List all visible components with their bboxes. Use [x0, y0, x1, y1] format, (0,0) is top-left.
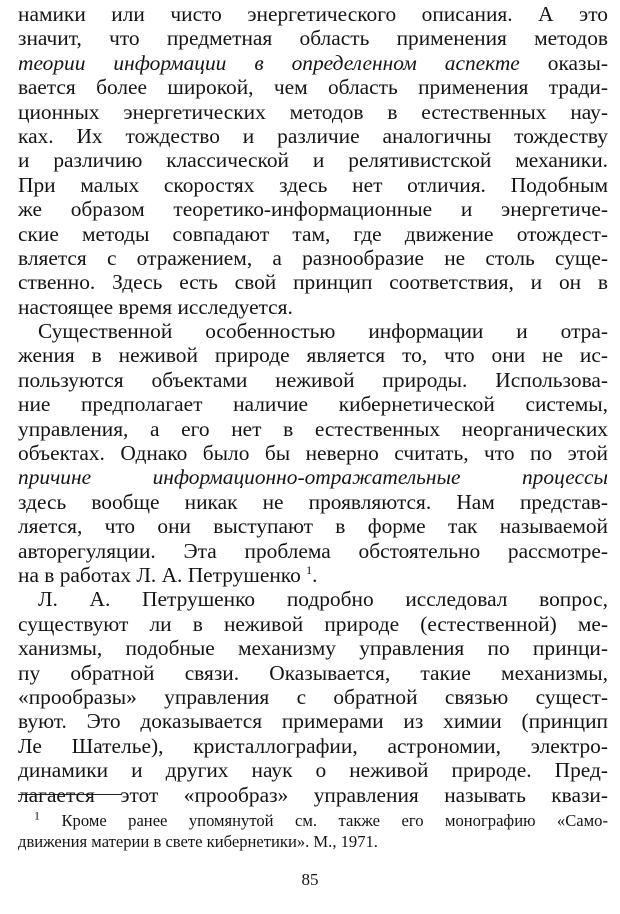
paragraph-first-line: Л. А. Петрушенко подробно исследовал вопрос,	[38, 587, 608, 612]
text-line: ские методы совпадают там, где движение отождест-	[18, 221, 608, 246]
text-line: существуют ли в неживой природе (естественной) ме-	[18, 611, 608, 636]
text-line: намики или чисто энергетического описания. А это	[18, 2, 608, 26]
text-line: здесь вообще никак не проявляются. Нам представ-	[18, 489, 608, 514]
footnote-marker: 1	[34, 808, 40, 823]
footnote-reference: 1	[306, 562, 313, 577]
text-line: динамики и других наук о неживой природе. Пред-	[18, 758, 608, 783]
italic-phrase: теории информации в определенном аспекте	[18, 50, 520, 75]
text-line: ственно. Здесь есть свой принцип соответствия, и он в	[18, 270, 608, 295]
text-line: ляется, что они выступают в форме так называемой	[18, 514, 608, 539]
text-line: жения в неживой природе является то, что они не ис-	[18, 343, 608, 368]
text-line: вуют. Это доказывается примерами из химии (принцип	[18, 709, 608, 734]
text-line: «прообразы» управления с обратной связью сущест-	[18, 684, 608, 709]
text-line: на в работах Л. А. Петрушенко $^1$.	[18, 562, 318, 587]
text-line: и различию классической и релятивистской механики.	[18, 148, 608, 173]
text-line: авторегуляции. Эта проблема обстоятельно рассмотре-	[18, 538, 608, 563]
text-line: лагается этот «прообраз» управления называть квази-	[18, 782, 608, 807]
text-line: пользуются объектами неживой природы. Использова-	[18, 367, 608, 392]
footnote-line: движения материи в свете кибернетики». М., 1971.	[18, 832, 378, 851]
text-line: настоящее время исследуется.	[18, 294, 293, 319]
text-fragment: оказы-	[519, 50, 608, 75]
footnote	[18, 810, 608, 852]
text-line: При малых скоростях здесь нет отличия. Подобным	[18, 172, 608, 197]
footnote-line	[18, 810, 608, 831]
text-line: вается более широкой, чем область применения тради-	[18, 75, 608, 100]
page-number: 85	[301, 870, 319, 889]
main-text	[18, 2, 608, 807]
text-line: Ле Шателье), кристаллографии, астрономии, электро-	[18, 733, 608, 758]
text-line	[18, 51, 608, 75]
text-line: ках. Их тождество и различие аналогичны тождеству	[18, 123, 608, 148]
text-line: ционных энергетических методов в естественных нау-	[18, 99, 608, 124]
text-fragment: на в работах Л. А. Петрушенко	[18, 562, 301, 587]
text-line: ние предполагает наличие кибернетической системы,	[18, 392, 608, 417]
text-line: объектах. Однако было бы неверно считать, что по этой	[18, 441, 608, 466]
text-line: значит, что предметная область применения методов	[18, 26, 608, 51]
text-line: управления, а его нет в естественных неорганических	[18, 416, 608, 441]
text-line: пу обратной связи. Оказывается, такие механизмы,	[18, 660, 608, 685]
text-line: же образом теоретико-информационные и энергетиче-	[18, 197, 608, 222]
footnote-text: Кроме ранее упомянутой см. также его монографию «Само-	[61, 811, 608, 830]
footnote-divider	[18, 794, 122, 795]
text-line: ханизмы, подобные механизму управления по принци-	[18, 636, 608, 661]
text-line: вляется с отражением, а разнообразие не столь суще-	[18, 245, 608, 270]
paragraph-first-line: Существенной особенностью информации и отра-	[38, 319, 608, 344]
italic-line: причине информационно-отражательные процессы	[18, 465, 608, 490]
